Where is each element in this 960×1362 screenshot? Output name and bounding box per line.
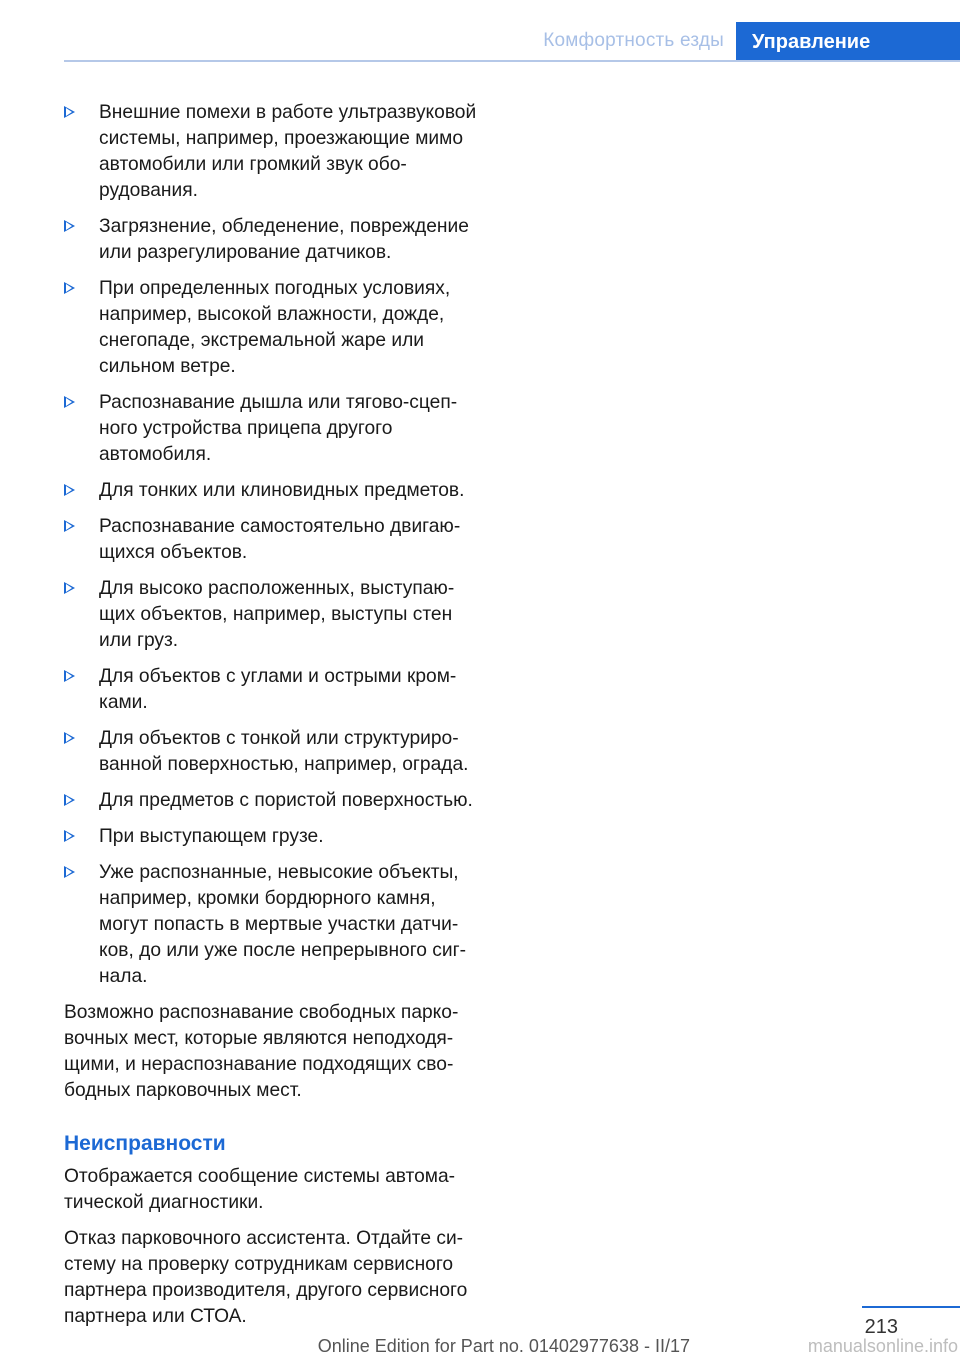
list-item-text: Внешние помехи в работе ультразвуковой системы, например, проезжающие мимо автомобили или громкий звук оборудования. bbox=[99, 102, 477, 201]
list-item-text: Для объектов с углами и острыми кромками. bbox=[99, 666, 457, 713]
list-item-text: Уже распознанные, невысокие объекты, например, кромки бордюрного камня, могут попасть в мертвые участки датчиков, до или уже после непрерывного сигнала. bbox=[99, 862, 466, 987]
triangle-bullet-icon bbox=[64, 220, 75, 232]
main-content bbox=[64, 100, 480, 1340]
header-divider bbox=[64, 60, 960, 62]
list-item-text: При выступающем грузе. bbox=[99, 826, 324, 847]
list-item bbox=[64, 824, 480, 850]
triangle-bullet-icon bbox=[64, 830, 75, 842]
list-item bbox=[64, 726, 480, 778]
list-item bbox=[64, 276, 480, 380]
footer-watermark: manualsonline.info bbox=[807, 1336, 958, 1356]
list-item-text: Для тонких или клиновидных предметов. bbox=[99, 480, 465, 501]
triangle-bullet-icon bbox=[64, 732, 75, 744]
list-item bbox=[64, 100, 480, 204]
triangle-bullet-icon bbox=[64, 484, 75, 496]
limitations-list bbox=[64, 100, 480, 990]
page-number: 213 bbox=[864, 1316, 898, 1338]
list-item bbox=[64, 390, 480, 468]
footer-edition-text: Online Edition for Part no. 01402977638 - II/17 bbox=[317, 1336, 690, 1356]
list-item-text: Для объектов с тонкой или структурированной поверхностью, например, ограда. bbox=[99, 728, 469, 775]
header-section-title: Комфортность езды bbox=[543, 30, 724, 51]
parking-space-note: Возможно распознавание свободных парковочных мест, которые являются неподходящими, и нераспознавание подходящих свободных парковочных мест. bbox=[64, 1002, 459, 1101]
triangle-bullet-icon bbox=[64, 670, 75, 682]
malfunction-paragraph: Отказ парковочного ассистента. Отдайте систему на проверку сотрудникам сервисного партнера производителя, другого сервисного партнера или СТОА. bbox=[64, 1228, 468, 1327]
list-item-text: Для высоко расположенных, выступающих объектов, например, выступы стен или груз. bbox=[99, 578, 455, 651]
list-item bbox=[64, 514, 480, 566]
triangle-bullet-icon bbox=[64, 794, 75, 806]
triangle-bullet-icon bbox=[64, 520, 75, 532]
triangle-bullet-icon bbox=[64, 866, 75, 878]
list-item bbox=[64, 860, 480, 990]
list-item-text: Распознавание дышла или тягово-сцепного устройства прицепа другого автомобиля. bbox=[99, 392, 458, 465]
triangle-bullet-icon bbox=[64, 282, 75, 294]
footer-divider bbox=[862, 1306, 960, 1308]
list-item-text: При определенных погодных условиях, например, высокой влажности, дожде, снегопаде, экстремальной жаре или сильном ветре. bbox=[99, 278, 451, 377]
list-item bbox=[64, 214, 480, 266]
list-item bbox=[64, 576, 480, 654]
triangle-bullet-icon bbox=[64, 582, 75, 594]
list-item bbox=[64, 788, 480, 814]
list-item-text: Загрязнение, обледенение, повреждение или разрегулирование датчиков. bbox=[99, 216, 469, 263]
section-heading-malfunctions: Неисправности bbox=[64, 1132, 226, 1155]
list-item bbox=[64, 664, 480, 716]
malfunction-paragraph: Отображается сообщение системы автоматической диагностики. bbox=[64, 1166, 456, 1213]
list-item bbox=[64, 478, 480, 504]
header-chapter-tab: Управление bbox=[736, 22, 960, 62]
triangle-bullet-icon bbox=[64, 106, 75, 118]
list-item-text: Распознавание самостоятельно двигающихся объектов. bbox=[99, 516, 461, 563]
list-item-text: Для предметов с пористой поверхностью. bbox=[99, 790, 473, 811]
triangle-bullet-icon bbox=[64, 396, 75, 408]
